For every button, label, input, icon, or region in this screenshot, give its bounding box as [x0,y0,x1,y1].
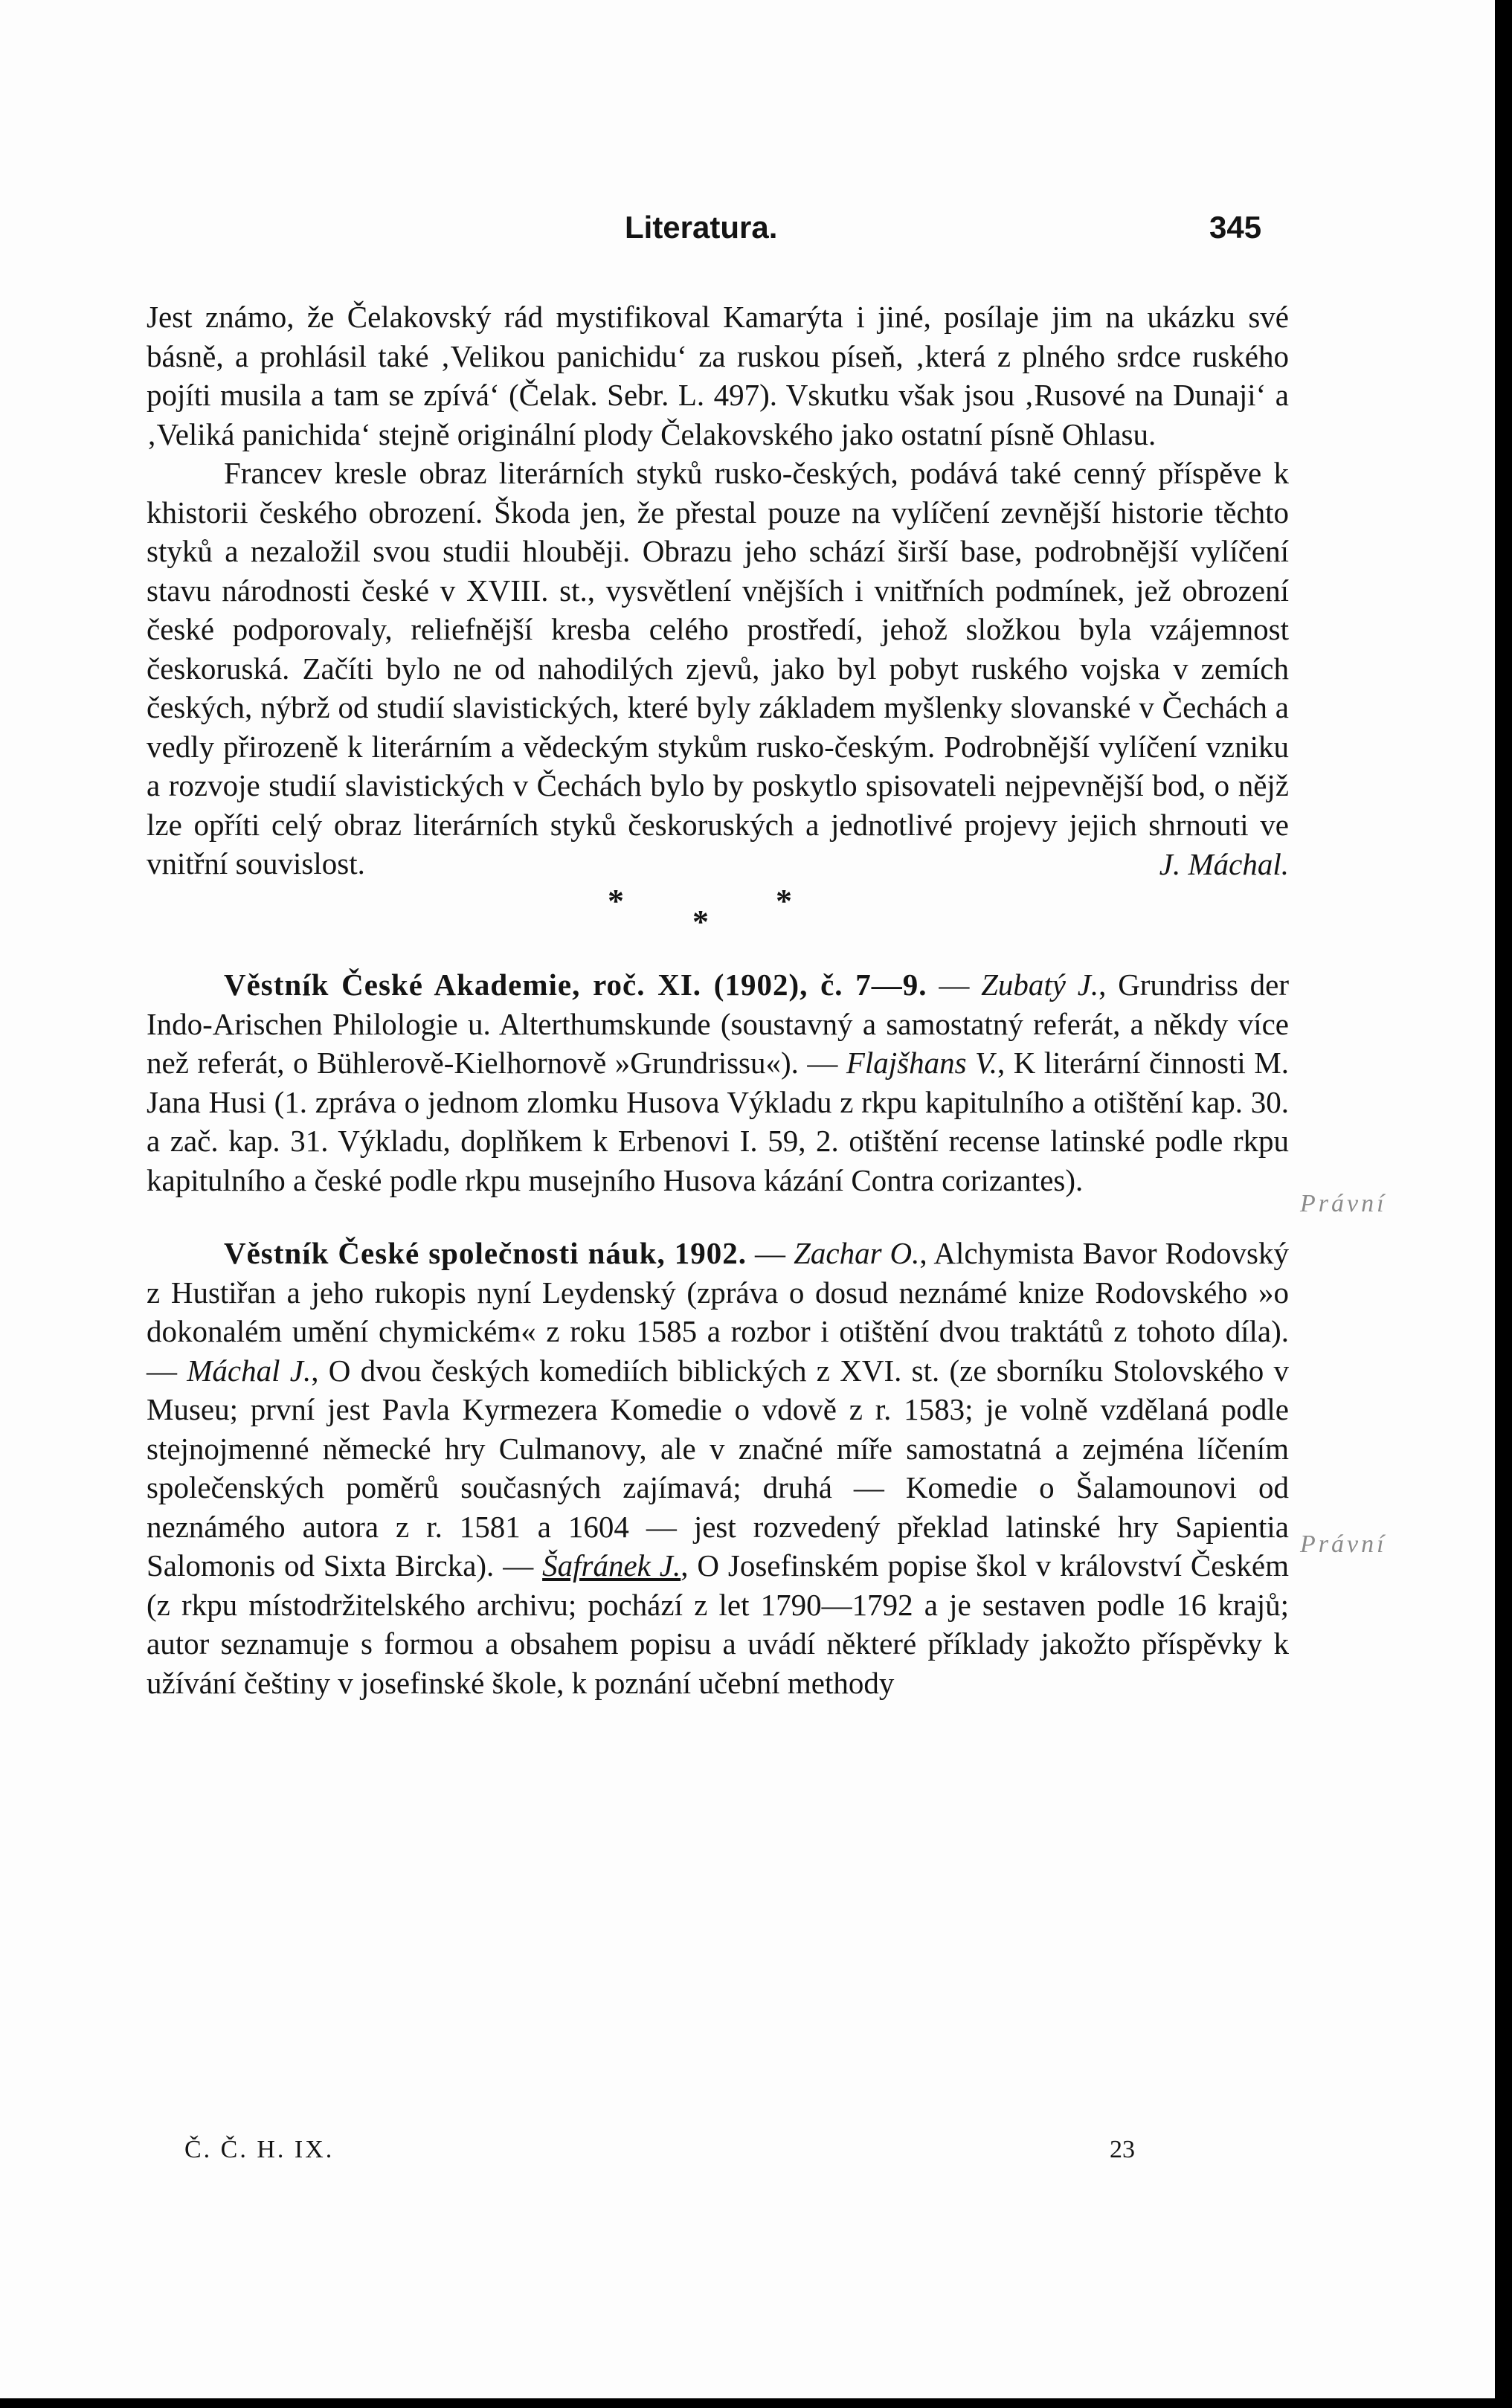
handwritten-margin-note: Právní [1300,1190,1387,1217]
periodical-entry-2: Věstník České společnosti náuk, 1902. — Zachar O., Alchymista Bavor Rodovský z Hustiřan a jeho rukopis nyní Leydenský (zpráva o dosud neznámé knize Rodovského »o dokonalém umění chymickém« z roku 1585 a rozbor i otištění dvou traktátů z tohoto díla). — Máchal J., O dvou českých komediích biblických z XVI. st. (ze sborníku Stolovského v Museu; první jest Pavla Kyrmezera Komedie o vdově z r. 1583; je volně vzdělaná podle stejnojmenné německé hry Culmanovy, ale v značné míře samostatná a zejména líčením společenských poměrů současných zajímavá; druhá — Komedie o Šalamounovi od neznámého autora z r. 1581 a 1604 — jest rozvedený překlad latinské hry Sapientia Salomonis od Sixta Bircka). — Šafránek J., O Josefinském popise škol v království Českém (z rkpu místodržitelského archivu; pochází z let 1790—1792 a je sestaven podle 16 krajů; autor seznamuje s formou a obsahem popisu a uvádí některé příklady jakožto příspěvky k užívání češtiny v josefinské škole, k poznání učební methody [147,1236,1290,1700]
separator-star-bottom: * [692,904,709,940]
page-body [147,297,1289,1702]
separator-star-left: * [608,883,624,919]
author-name: Máchal J. [187,1353,312,1388]
periodical-title: Věstník České Akademie, roč. XI. (1902), č. 7—9. [224,968,927,1002]
author-name: Zubatý J. [981,968,1099,1002]
signature-mark: Č. Č. H. IX. [184,2136,335,2163]
entry-text: O Josefinském popise škol v království Českém (z rkpu místodržitelského archivu; pochází z let 1790—1792 a je sestaven podle 16 krajů; autor seznamuje s formou a obsahem popisu a uvádí některé příklady jakožto příspěvky k užívání češtiny v josefinské škole, k poznání učební methody [147,1548,1290,1700]
scan-border-bottom [0,2398,1512,2408]
author-name: Zachar O. [794,1236,920,1270]
entry-text: K literární činnosti M. Jana Husi (1. zpráva o jednom zlomku Husova Výkladu z rkpu kapitulního a otištění kap. 30. a zač. kap. 31. Výkladu, doplňkem k Erbenovi I. 59, 2. otištění recense latinské podle rkpu kapitulního a české podle rkpu musejního Husova kázání Contra corizantes). [147,1046,1289,1197]
page-number: 345 [1209,210,1262,245]
handwritten-margin-note: Právní [1300,1530,1387,1558]
review-paragraph-1: Jest známo, že Čelakovský rád mystifikoval Kamarýta i jiné, posílaje jim na ukázku své básně, a prohlásil také ‚Velikou panichidu‘ za ruskou píseň, ‚která z plného srdce ruského pojíti musila a tam se zpívá‘ (Čelak. Sebr. L. 497). Vskutku však jsou ‚Rusové na Dunaji‘ a ‚Veliká panichida‘ stejně originální plody Čelakovského jako ostatní písně Ohlasu. [147,300,1289,451]
scan-border-right [1495,0,1512,2408]
author-name: Šafránek J. [542,1548,681,1583]
separator-star-right: * [776,883,792,919]
periodical-entry-1: Věstník České Akademie, roč. XI. (1902), č. 7—9. — Zubatý J., Grundriss der Indo-Arischen Philologie u. Alterthumskunde (soustavný a samostatný referát, a někdy více než referát, o Bühlerově-Kielhornově »Grundrissu«). — Flajšhans V., K literární činnosti M. Jana Husi (1. zpráva o jednom zlomku Husova Výkladu z rkpu kapitulního a otištění kap. 30. a zač. kap. 31. Výkladu, doplňkem k Erbenovi I. 59, 2. otištění recense latinské podle rkpu kapitulního a české podle rkpu musejního Husova kázání Contra corizantes). [147,968,1290,1197]
section-separator [147,876,1289,940]
reviewer-name: J. Máchal. [1159,846,1289,881]
review-paragraph-2: Francev kresle obraz literárních styků rusko-českých, podává také cenný příspěve k khistorii českého obrození. Škoda jen, že přestal pouze na vylíčení zevnější historie těchto styků a nezaložil svou studii hlouběji. Obrazu jeho schází širší base, podrobnější vylíčení stavu národnosti české v XVIII. st., vysvětlení vnějších i vnitřních podmínek, jež obrození české podporovaly, reliefnější kresba celého prostředí, jehož složkou byla vzájemnost českoruská. Začíti bylo ne od nahodilých zjevů, jako byl pobyt ruského vojska v zemích českých, nýbrž od studií slavistických, které byly základem myšlenky slovanské v Čechách a vedly přirozeně k literárním a vědeckým stykům rusko-českým. Podrobnější vylíčení vzniku a rozvoje studií slavistických v Čechách bylo by poskytlo spisovateli nejpevnější bod, o nějž lze opříti celý obraz literárních styků českoruských a jednotlivé projevy jejich shrnouti ve vnitřní souvislost. [147,456,1289,881]
author-name: Flajšhans V. [846,1046,998,1080]
entry-text: Grundriss der Indo-Arischen Philologie u. Alterthumskunde (soustavný a samostatný referát, a někdy více než referát, o Bühlerově-Kielhornově »Grundrissu«). — [147,968,1290,1080]
sheet-number: 23 [1110,2136,1135,2163]
running-header [0,210,1495,254]
entry-text: Alchymista Bavor Rodovský z Hustiřan a jeho rukopis nyní Leydenský (zpráva o dosud neznámé knize Rodovského »o dokonalém umění chymickém« z roku 1585 a rozbor i otištění dvou traktátů z tohoto díla). — [147,1236,1289,1388]
periodical-title: Věstník České společnosti náuk, 1902. [224,1236,747,1270]
entry-text: O dvou českých komediích biblických z XVI. st. (ze sborníku Stolovského v Museu; první jest Pavla Kyrmezera Komedie o vdově z r. 1583; je volně vzdělaná podle stejnojmenné německé hry Culmanovy, ale v značné míře samostatná a zejména líčením společenských poměrů současných zajímavá; druhá — Komedie o Šalamounovi od neznámého autora z r. 1581 a 1604 — jest rozvedený překlad latinské hry Sapientia Salomonis od Sixta Bircka). — [147,1353,1290,1583]
running-title: Literatura. [625,210,778,245]
page-footer [0,2136,1495,2173]
